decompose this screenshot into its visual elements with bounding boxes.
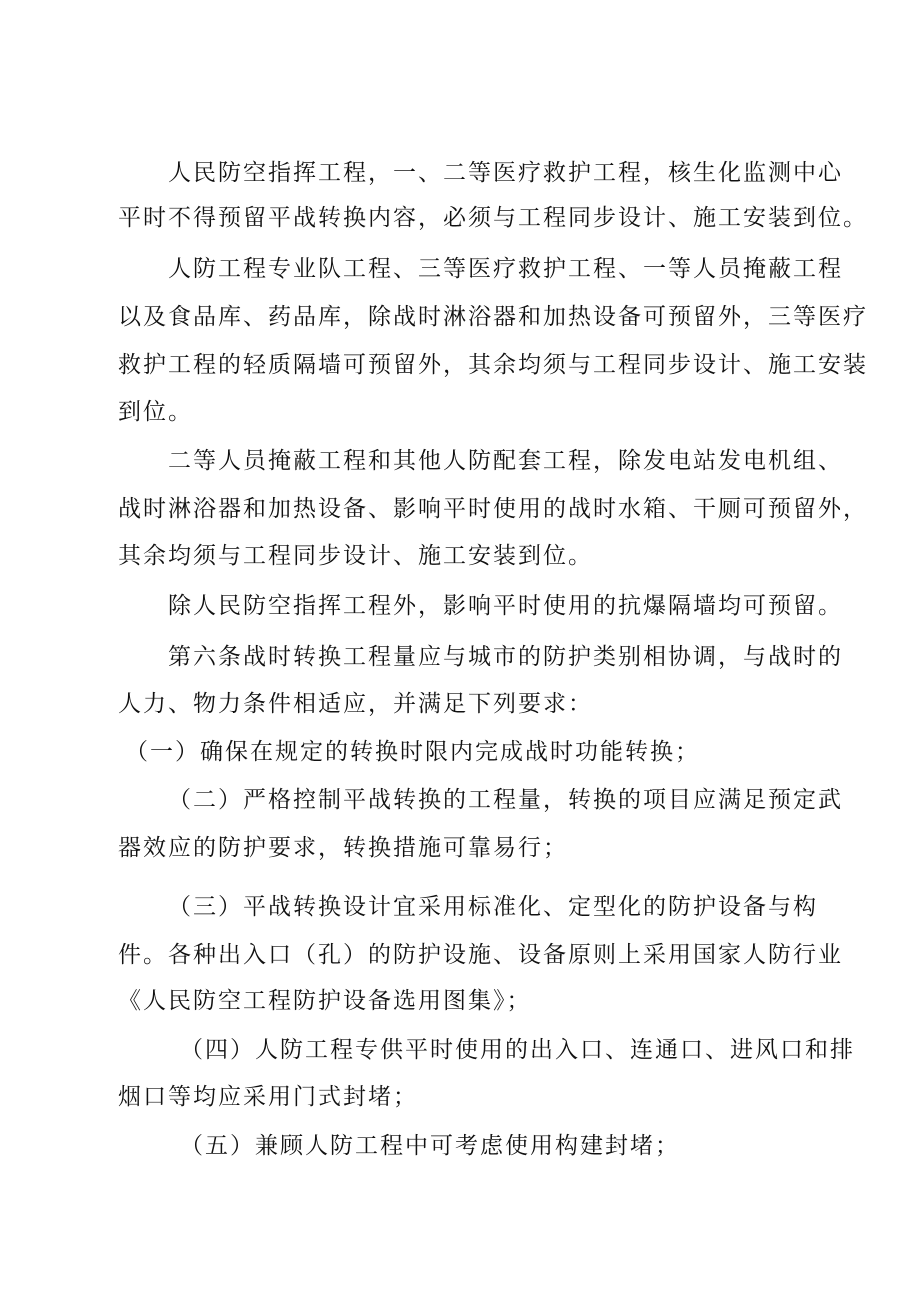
text-line: 人防工程专业队工程、三等医疗救护工程、一等人员掩蔽工程 bbox=[168, 256, 843, 282]
text-line: （二）严格控制平战转换的工程量，转换的项目应满足预定武 bbox=[168, 787, 843, 813]
text-line: 其余均须与工程同步设计、施工安装到位。 bbox=[118, 543, 593, 569]
text-line: 到位。 bbox=[118, 399, 193, 425]
text-line: 第六条战时转换工程量应与城市的防护类别相协调，与战时的 bbox=[168, 644, 843, 670]
text-line: 战时淋浴器和加热设备、影响平时使用的战时水箱、干厕可预留外， bbox=[118, 496, 868, 522]
text-line: 器效应的防护要求，转换措施可靠易行； bbox=[118, 835, 568, 861]
text-line: （五）兼顾人防工程中可考虑使用构建封堵； bbox=[180, 1133, 680, 1159]
text-line: （四）人防工程专供平时使用的出入口、连通口、进风口和排 bbox=[180, 1037, 855, 1063]
text-line: 人力、物力条件相适应，并满足下列要求： bbox=[118, 691, 593, 717]
text-line: （一）确保在规定的转换时限内完成战时功能转换； bbox=[125, 739, 700, 765]
text-line: 救护工程的轻质隔墙可预留外，其余均须与工程同步设计、施工安装 bbox=[118, 352, 868, 378]
text-line: 以及食品库、药品库，除战时淋浴器和加热设备可预留外，三等医疗 bbox=[118, 304, 868, 330]
text-line: 二等人员掩蔽工程和其他人防配套工程，除发电站发电机组、 bbox=[168, 448, 843, 474]
text-line: 除人民防空指挥工程外，影响平时使用的抗爆隔墙均可预留。 bbox=[168, 593, 843, 619]
text-line: 人民防空指挥工程，一、二等医疗救护工程，核生化监测中心 bbox=[168, 160, 843, 186]
text-line: 《人民防空工程防护设备选用图集》； bbox=[118, 988, 532, 1014]
text-line: 烟口等均应采用门式封堵； bbox=[118, 1084, 418, 1110]
text-line: 平时不得预留平战转换内容，必须与工程同步设计、施工安装到位。 bbox=[118, 205, 868, 231]
text-line: 件。各种出入口（孔）的防护设施、设备原则上采用国家人防行业 bbox=[118, 942, 843, 968]
text-line: （三）平战转换设计宜采用标准化、定型化的防护设备与构 bbox=[168, 894, 818, 920]
